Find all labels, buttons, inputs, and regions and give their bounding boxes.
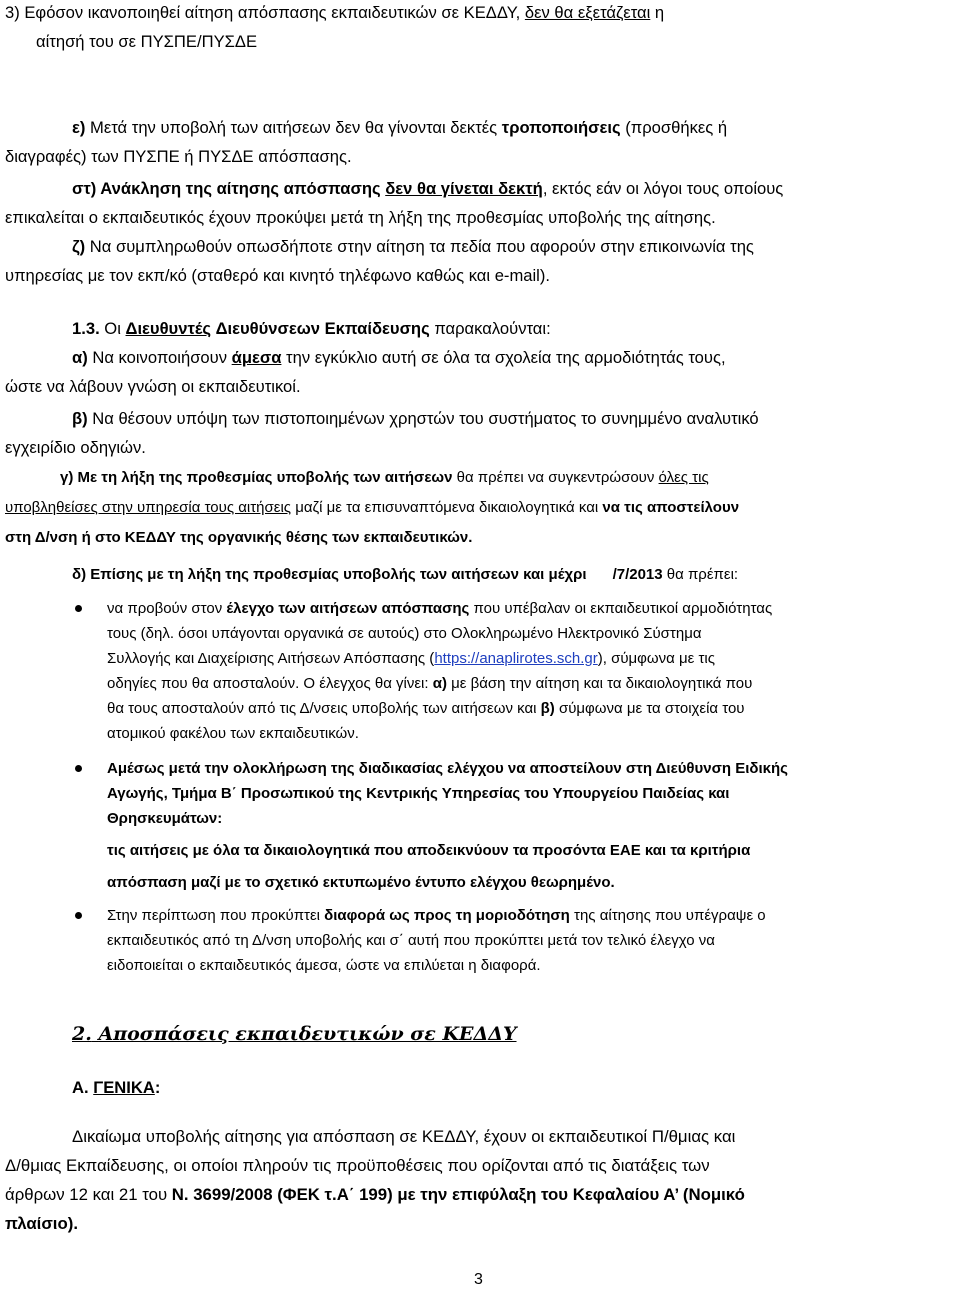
- item-alpha-line-1: α) Να κοινοποιήσουν άμεσα την εγκύκλιο αυτή σε όλα τα σχολεία της αρμοδιότητάς τους,: [72, 348, 726, 367]
- bullet-1-line-3: Συλλογής και Διαχείρισης Αιτήσεων Απόσπασης (https://anaplirotes.sch.gr), σύμφωνα με τις: [107, 650, 715, 667]
- item-e-line-2: διαγραφές) των ΠΥΣΠΕ ή ΠΥΣΔΕ απόσπασης.: [5, 147, 352, 166]
- bullet-marker-1: [75, 605, 82, 612]
- item-beta-line-2: εγχειρίδιο οδηγιών.: [5, 438, 146, 457]
- bullet-2-line-2: Αγωγής, Τμήμα Β΄ Προσωπικού της Κεντρικής Υπηρεσίας του Υπουργείου Παιδείας και: [107, 785, 730, 802]
- bullet-marker-2: [75, 765, 82, 772]
- item-alpha-line-2: ώστε να λάβουν γνώση οι εκπαιδευτικοί.: [5, 377, 301, 396]
- item-delta-line: δ) Επίσης με τη λήξη της προθεσμίας υποβολής των αιτήσεων και μέχρι /7/2013 θα πρέπει:: [72, 566, 739, 583]
- bullet-1-line-6: ατομικού φακέλου των εκπαιδευτικών.: [107, 725, 359, 742]
- item-gamma-line-1: γ) Με τη λήξη της προθεσμίας υποβολής των αιτήσεων θα πρέπει να συγκεντρώσουν όλες τις: [60, 469, 709, 486]
- bullet-1-line-4: οδηγίες που θα αποσταλούν. Ο έλεγχος θα γίνει: α) με βάση την αίτηση και τα δικαιολογητικά που: [107, 675, 753, 692]
- body-line-4: πλαίσιο).: [5, 1214, 78, 1233]
- body-line-1: Δικαίωμα υποβολής αίτησης για απόσπαση σε ΚΕΔΔΥ, έχουν οι εκπαιδευτικοί Π/θμιας και: [72, 1127, 736, 1146]
- bullet-1-line-1: να προβούν στον έλεγχο των αιτήσεων απόσπασης που υπέβαλαν οι εκπαιδευτικοί αρμοδιότητας: [107, 600, 773, 617]
- body-line-3: άρθρων 12 και 21 του Ν. 3699/2008 (ΦΕΚ τ.Α΄ 199) με την επιφύλαξη του Κεφαλαίου Α’ (Νομικό: [5, 1185, 745, 1204]
- anaplirotes-link[interactable]: https://anaplirotes.sch.gr: [434, 650, 598, 667]
- bullet-3-line-1: Στην περίπτωση που προκύπτει διαφορά ως προς τη μοριοδότηση της αίτησης που υπέγραψε ο: [107, 907, 766, 924]
- bullet-marker-3: [75, 912, 82, 919]
- item-beta-line-1: β) Να θέσουν υπόψη των πιστοποιημένων χρηστών του συστήματος το συνημμένο αναλυτικό: [72, 409, 759, 428]
- bullet-2-line-3: Θρησκευμάτων:: [107, 810, 223, 827]
- item-st-line-1: στ) Ανάκληση της αίτησης απόσπασης δεν θα γίνεται δεκτή, εκτός εάν οι λόγοι τους οποίους: [72, 179, 784, 198]
- item-3-line-1: 3) Εφόσον ικανοποιηθεί αίτηση απόσπασης εκπαιδευτικών σε ΚΕΔΔΥ, δεν θα εξετάζεται η: [5, 3, 665, 22]
- item-z-line-1: ζ) Να συμπληρωθούν οπωσδήποτε στην αίτηση τα πεδία που αφορούν στην επικοινωνία της: [72, 237, 754, 256]
- item-gamma-line-3: στη Δ/νση ή στο ΚΕΔΔΥ της οργανικής θέσης των εκπαιδευτικών.: [5, 529, 473, 546]
- bullet-2-line-1: Αμέσως μετά την ολοκλήρωση της διαδικασίας ελέγχου να αποστείλουν στη Διεύθυνση Ειδικής: [107, 760, 788, 777]
- bullet-1-line-5: θα τους αποσταλούν από τις Δ/νσεις υποβολής των αιτήσεων και β) σύμφωνα με τα στοιχεία του: [107, 700, 745, 717]
- item-3-line-2: αίτησή του σε ΠΥΣΠΕ/ΠΥΣΔΕ: [36, 32, 258, 51]
- body-line-2: Δ/θμιας Εκπαίδευσης, οι οποίοι πληρούν τις προϋποθέσεις που ορίζονται από τις διατάξεις των: [5, 1156, 710, 1175]
- bullet-1-line-2: τους (δηλ. όσοι υπάγονται οργανικά σε αυτούς) στο Ολοκληρωμένο Ηλεκτρονικό Σύστημα: [107, 625, 702, 642]
- item-st-line-2: επικαλείται ο εκπαιδευτικός έχουν προκύψει μετά τη λήξη της προθεσμίας υποβολής της αίτησης.: [5, 208, 716, 227]
- item-gamma-line-2: υποβληθείσες στην υπηρεσία τους αιτήσεις μαζί με τα επισυναπτόμενα δικαιολογητικά και να τις αποστείλουν: [5, 499, 740, 516]
- item-z-line-2: υπηρεσίας με τον εκπ/κό (σταθερό και κινητό τηλέφωνο καθώς και e-mail).: [5, 266, 551, 285]
- bullet-3-line-3: ειδοποιείται ο εκπαιδευτικός άμεσα, ώστε να επιλύεται η διαφορά.: [107, 957, 541, 974]
- bullet-2-line-5: απόσπαση μαζί με το σχετικό εκτυπωμένο έντυπο ελέγχου θεωρημένο.: [107, 874, 615, 891]
- section-a-heading: Α. ΓΕΝΙΚΑ:: [72, 1078, 161, 1097]
- section-2-heading: 2. Αποσπάσεις εκπαιδευτικών σε ΚΕΔΔΥ: [72, 1023, 517, 1045]
- bullet-2-line-4: τις αιτήσεις με όλα τα δικαιολογητικά που αποδεικνύουν τα προσόντα ΕΑΕ και τα κριτήρια: [107, 842, 751, 859]
- bullet-3-line-2: εκπαιδευτικός από τη Δ/νση υποβολής και σ΄ αυτή που προκύπτει μετά τον τελικό έλεγχο να: [107, 932, 715, 949]
- page-number: 3: [474, 1271, 483, 1288]
- item-e-line-1: ε) Μετά την υποβολή των αιτήσεων δεν θα γίνονται δεκτές τροποποιήσεις (προσθήκες ή: [72, 118, 728, 137]
- section-1-3-heading: 1.3. Οι Διευθυντές Διευθύνσεων Εκπαίδευσης παρακαλούνται:: [72, 319, 551, 338]
